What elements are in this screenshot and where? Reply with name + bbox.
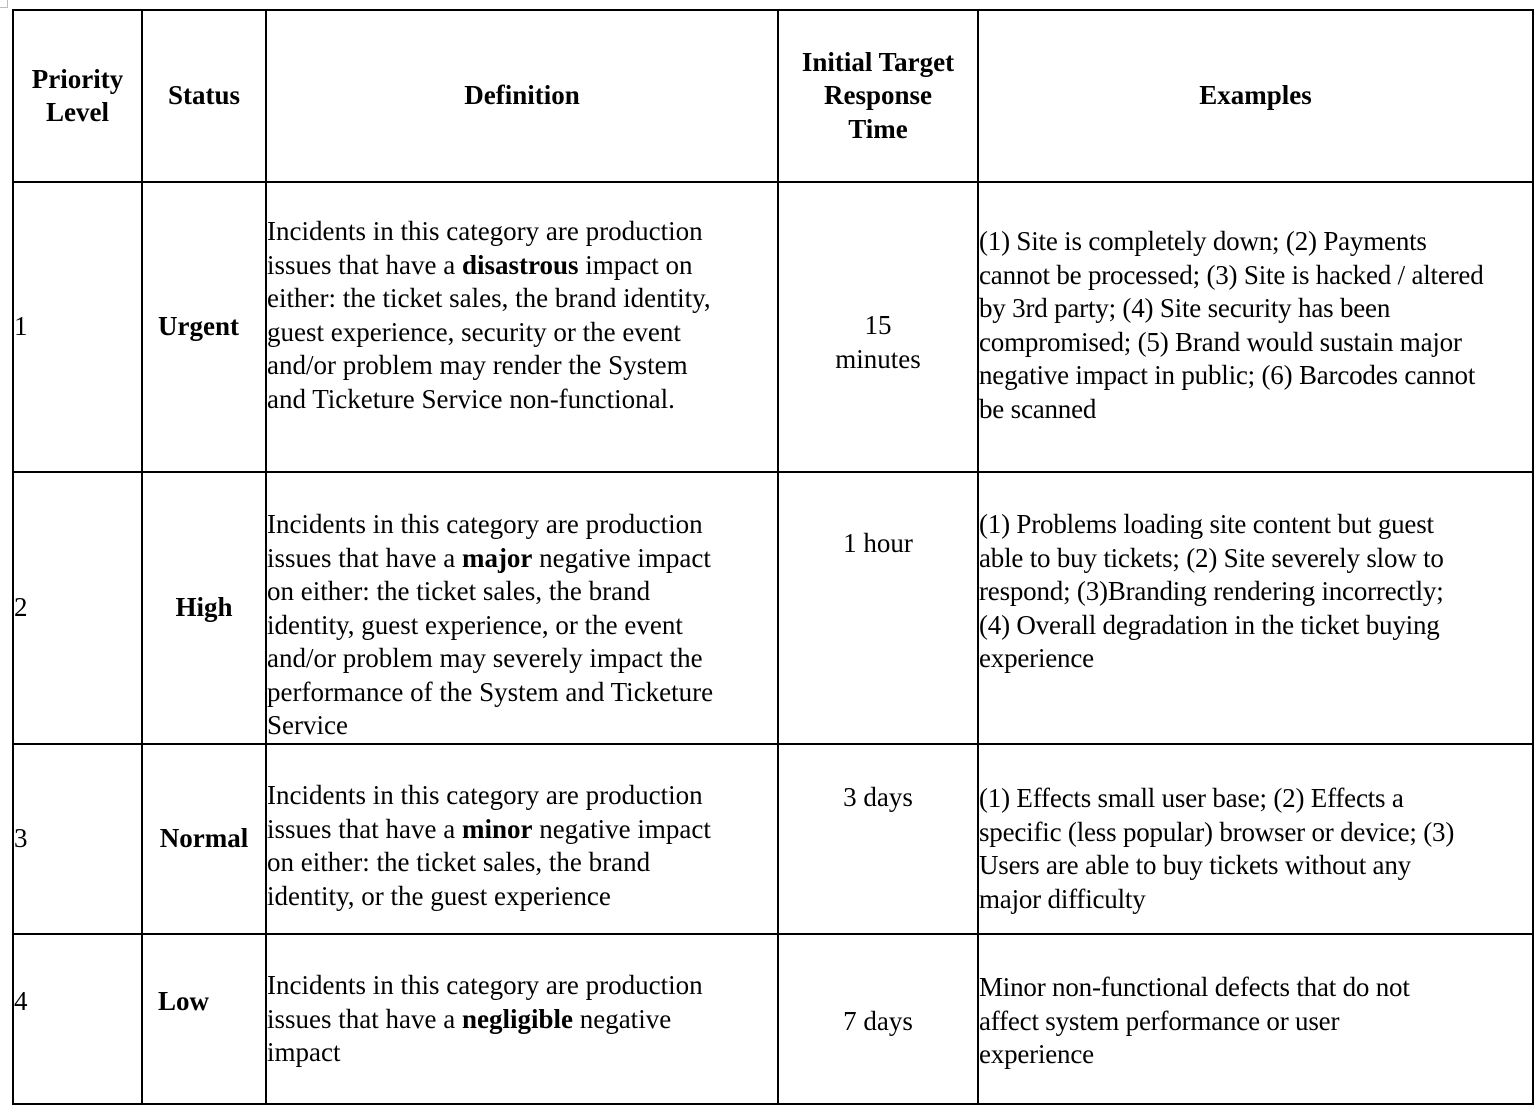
- definition-line: [267, 508, 777, 542]
- definition-line: [267, 676, 777, 710]
- example-line: experience: [979, 643, 1094, 673]
- definition-line: [267, 215, 777, 249]
- definition-cell: [266, 182, 778, 472]
- definition-cell: [266, 934, 778, 1104]
- examples-cell: [978, 182, 1533, 472]
- definition-text: Service: [267, 710, 348, 740]
- response-time-text: 1 hour: [843, 528, 913, 558]
- definition-line: [267, 813, 777, 847]
- definition-text: and/or problem may render the System: [267, 350, 688, 380]
- definition-emphasis: disastrous: [461, 249, 579, 280]
- response-time-cell: [778, 744, 978, 934]
- header-status: Status: [142, 10, 266, 182]
- definition-emphasis: major: [461, 542, 533, 573]
- example-line: affect system performance or user: [979, 1005, 1340, 1036]
- definition-text: issues that have a: [267, 1003, 462, 1034]
- examples-cell: [978, 744, 1533, 934]
- example-line: experience: [979, 1039, 1094, 1069]
- definition-emphasis: negligible: [461, 1003, 573, 1034]
- header-priority-line1: Priority: [31, 63, 124, 94]
- response-time-text: 15: [864, 310, 892, 340]
- example-line: (1) Problems loading site content but guest: [979, 509, 1434, 539]
- example-line: able to buy tickets; (2) Site severely slow to: [979, 542, 1444, 573]
- definition-line: [267, 349, 777, 383]
- definition-text: and/or problem may severely impact the: [267, 643, 703, 673]
- corner-mark: [0, 0, 8, 8]
- priority-level-cell: 3: [13, 744, 142, 934]
- definition-text: issues that have a: [267, 249, 462, 280]
- example-line: (4) Overall degradation in the ticket buying: [979, 609, 1440, 640]
- example-line: cannot be processed; (3) Site is hacked / altered: [979, 259, 1484, 290]
- example-line: compromised; (5) Brand would sustain major: [979, 326, 1462, 357]
- header-examples: Examples: [978, 10, 1533, 182]
- definition-text: and Ticketure Service non-functional.: [267, 383, 675, 414]
- example-line: specific (less popular) browser or device; (3): [979, 816, 1455, 847]
- definition-text: issues that have a: [267, 813, 462, 844]
- example-line: (1) Site is completely down; (2) Payments: [979, 226, 1427, 256]
- definition-line: [267, 880, 777, 914]
- definition-line: [267, 542, 777, 576]
- example-line: respond; (3)Branding rendering incorrectly;: [979, 576, 1444, 606]
- example-line: major difficulty: [979, 883, 1146, 914]
- definition-text: issues that have a: [267, 542, 462, 573]
- definition-text: negative impact: [532, 813, 711, 844]
- definition-line: [267, 609, 777, 643]
- example-line: Users are able to buy tickets without any: [979, 850, 1411, 880]
- table-row: [13, 182, 1533, 472]
- header-response-line1: Initial Target: [801, 46, 955, 77]
- definition-line: [267, 1003, 777, 1037]
- priority-level-cell: 2: [13, 472, 142, 744]
- status-cell: Urgent: [142, 182, 266, 472]
- definition-text: on either: the ticket sales, the brand: [267, 847, 651, 877]
- definition-text: either: the ticket sales, the brand identity,: [267, 283, 711, 313]
- definition-line: [267, 282, 777, 316]
- definition-text: impact: [267, 1037, 341, 1067]
- definition-line: [267, 383, 777, 417]
- definition-text: performance of the System and Ticketure: [267, 676, 714, 707]
- header-definition: Definition: [266, 10, 778, 182]
- example-line: Minor non-functional defects that do not: [979, 972, 1410, 1002]
- example-line: negative impact in public; (6) Barcodes cannot: [979, 360, 1476, 390]
- priority-level-cell: 1: [13, 182, 142, 472]
- header-priority-line2: Level: [46, 97, 109, 127]
- response-time-cell: [778, 934, 978, 1104]
- definition-text: impact on: [578, 249, 693, 280]
- table-header-row: [13, 10, 1533, 182]
- response-time-text: 7 days: [843, 1006, 913, 1036]
- definition-emphasis: minor: [461, 813, 533, 844]
- definition-text: Incidents in this category are production: [267, 970, 703, 1000]
- header-response-line2: Response: [823, 80, 932, 111]
- example-line: be scanned: [979, 393, 1097, 424]
- definition-line: [267, 846, 777, 880]
- example-line: (1) Effects small user base; (2) Effects a: [979, 783, 1404, 813]
- table-row: [13, 934, 1533, 1104]
- response-time-text: 3 days: [843, 782, 913, 812]
- definition-cell: [266, 472, 778, 744]
- definition-text: Incidents in this category are production: [267, 780, 703, 810]
- status-cell: Normal: [142, 744, 266, 934]
- definition-line: [267, 1036, 777, 1070]
- definition-line: [267, 779, 777, 813]
- table-row: [13, 744, 1533, 934]
- definition-text: negative impact: [532, 542, 711, 573]
- definition-line: [267, 575, 777, 609]
- definition-text: identity, or the guest experience: [267, 880, 611, 911]
- header-response-time: [778, 10, 978, 182]
- definition-text: negative: [572, 1003, 672, 1034]
- status-cell: Low: [142, 934, 266, 1104]
- definition-text: on either: the ticket sales, the brand: [267, 576, 651, 606]
- definition-line: [267, 249, 777, 283]
- header-priority-level: [13, 10, 142, 182]
- definition-line: [267, 316, 777, 350]
- definition-line: [267, 642, 777, 676]
- definition-text: Incidents in this category are production: [267, 509, 703, 539]
- priority-level-cell: 4: [13, 934, 142, 1104]
- definition-text: identity, guest experience, or the event: [267, 609, 683, 640]
- header-response-line3: Time: [848, 113, 908, 144]
- definition-text: guest experience, security or the event: [267, 316, 681, 347]
- definition-cell: [266, 744, 778, 934]
- definition-line: [267, 969, 777, 1003]
- examples-cell: [978, 934, 1533, 1104]
- response-time-text: minutes: [835, 343, 921, 374]
- definition-text: Incidents in this category are production: [267, 216, 703, 246]
- response-time-cell: [778, 472, 978, 744]
- definition-line: [267, 709, 777, 743]
- response-time-cell: [778, 182, 978, 472]
- table-row: [13, 472, 1533, 744]
- priority-level-table: [12, 9, 1534, 1105]
- example-line: by 3rd party; (4) Site security has been: [979, 293, 1391, 323]
- status-cell: High: [142, 472, 266, 744]
- examples-cell: [978, 472, 1533, 744]
